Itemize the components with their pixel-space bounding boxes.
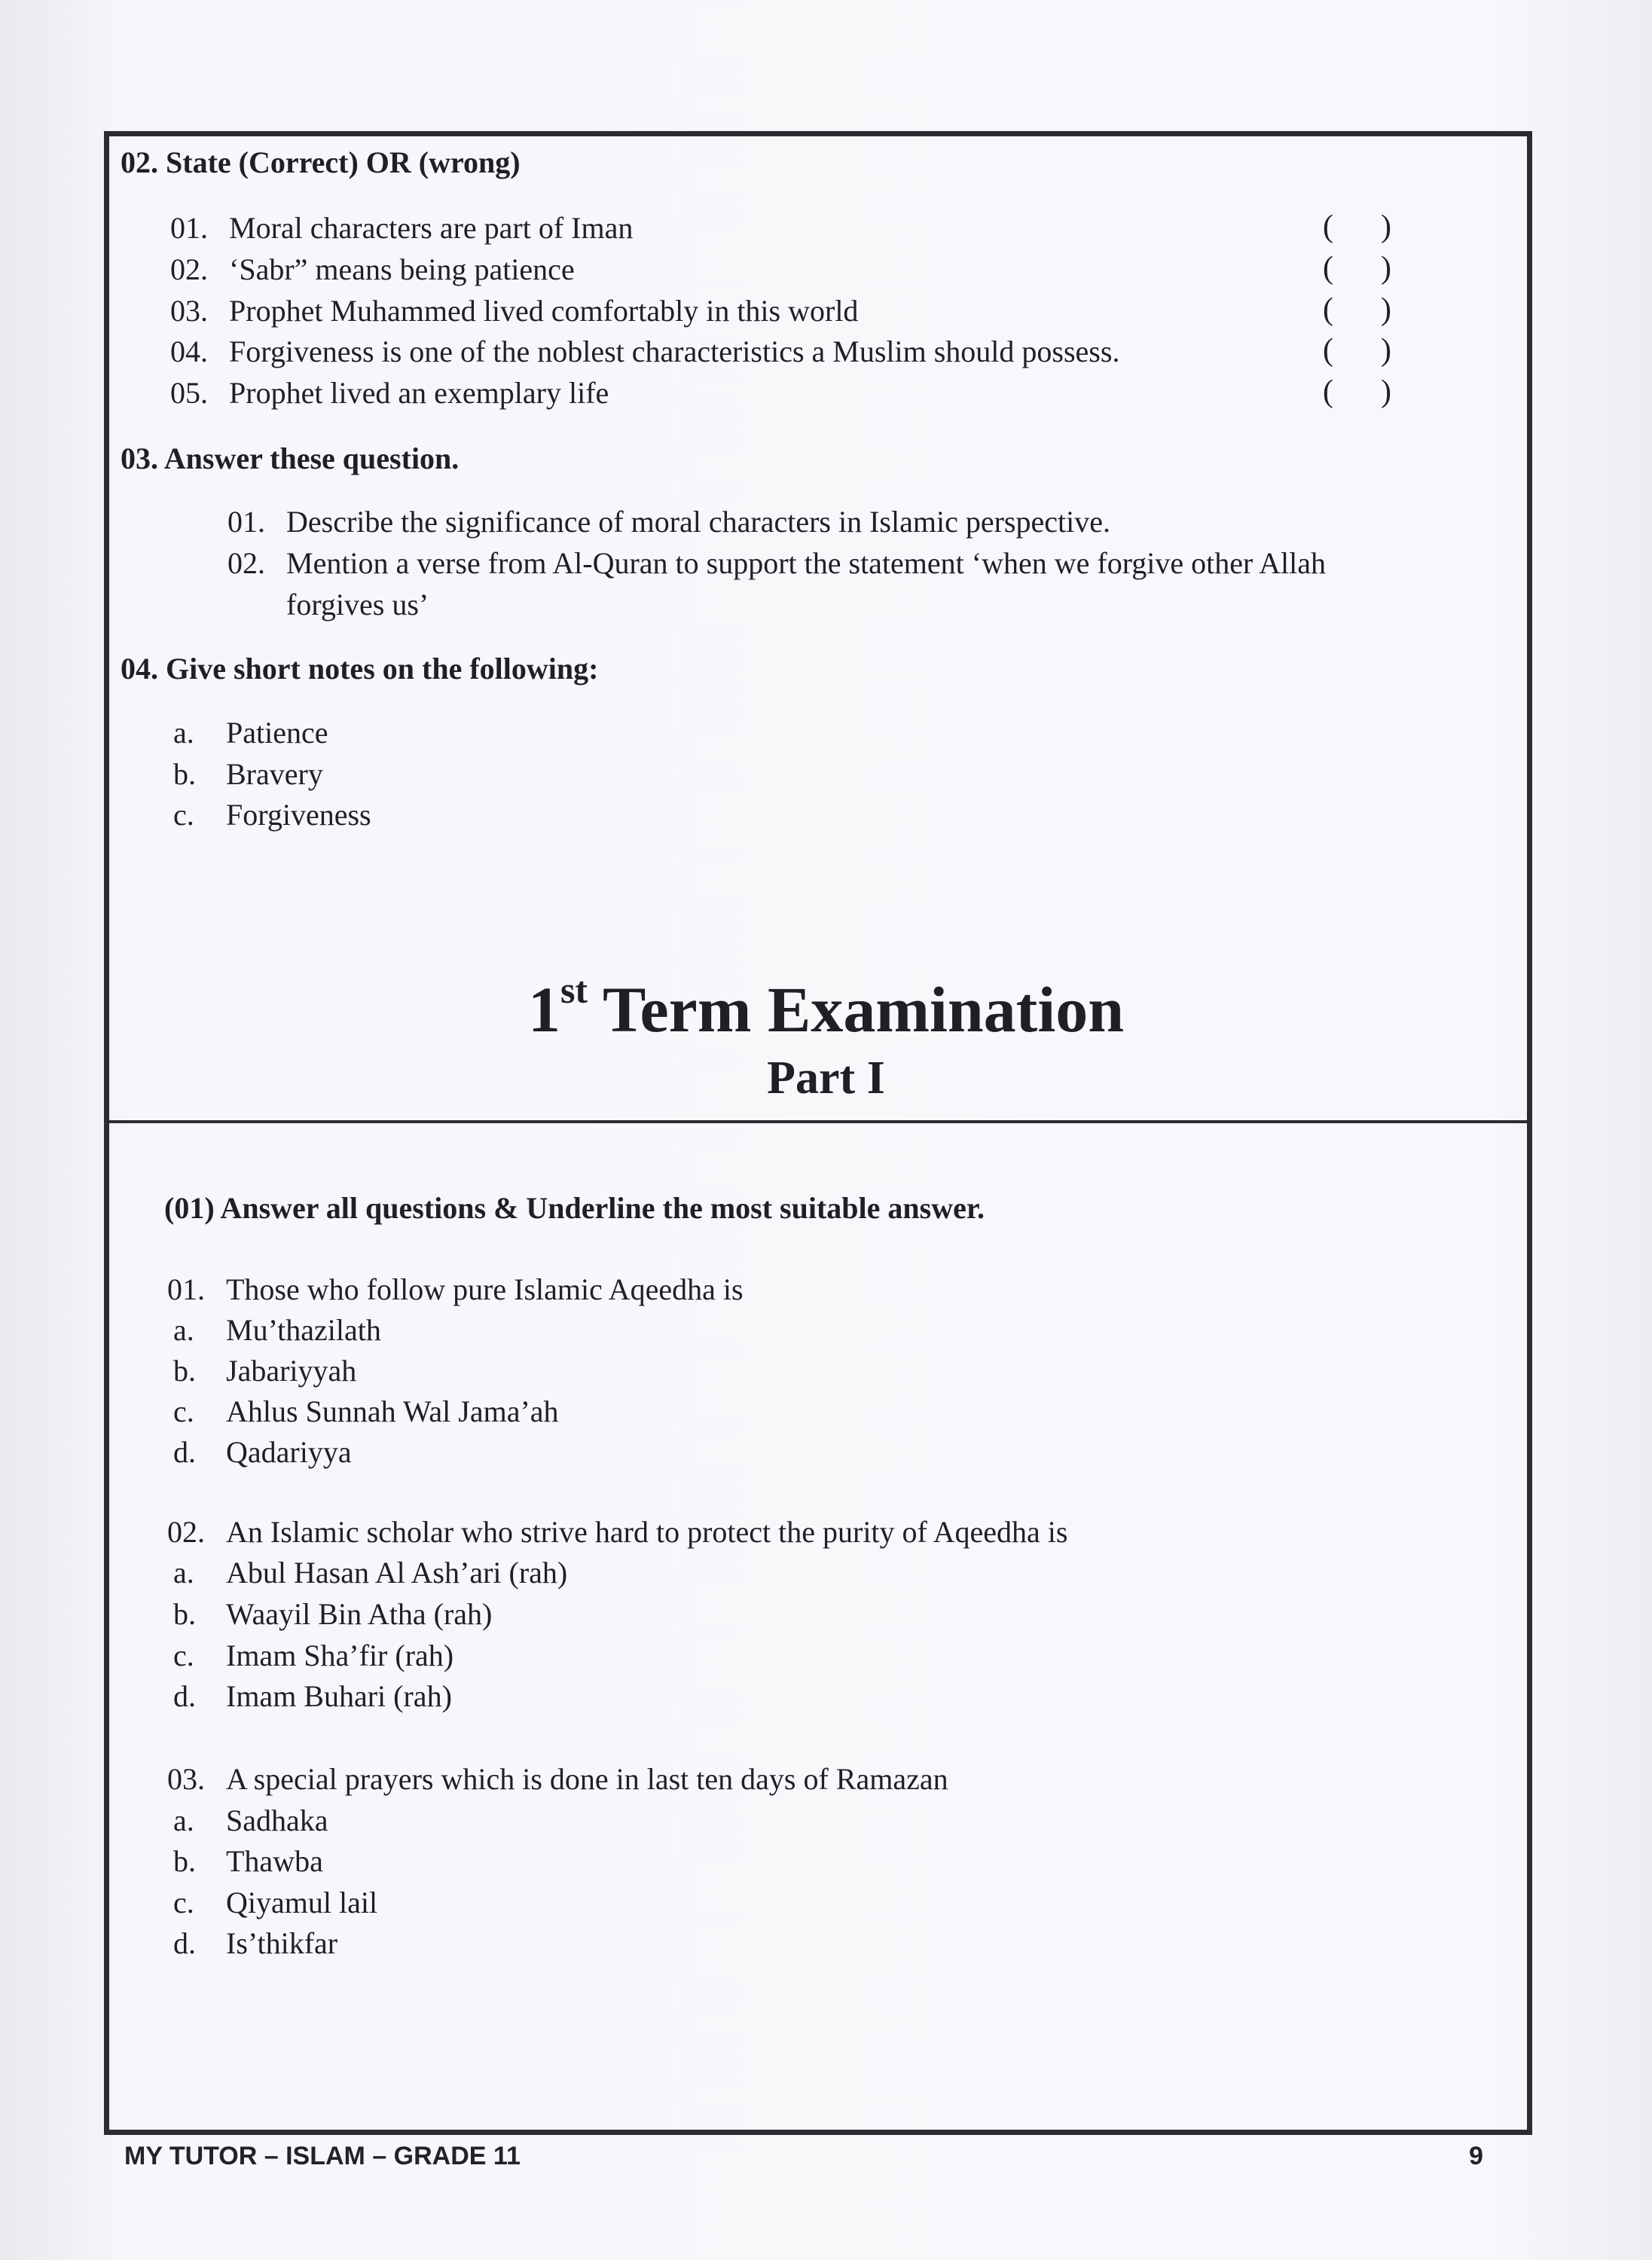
item-text: Prophet lived an exemplary life <box>229 376 609 410</box>
item-number: 02. <box>170 252 208 286</box>
statement-item <box>170 334 1119 369</box>
question-text: An Islamic scholar who strive hard to protect the purity of Aqeedha is <box>226 1515 1068 1549</box>
footer-book-title: MY TUTOR – ISLAM – GRADE 11 <box>124 2142 521 2170</box>
item-number: 05. <box>170 376 208 410</box>
option-text: Mu’thazilath <box>226 1313 381 1347</box>
statement-item <box>170 252 575 287</box>
option-letter: a. <box>173 1556 194 1590</box>
option-letter: c. <box>173 1394 194 1428</box>
section-divider <box>104 1120 1532 1123</box>
question-text: A special prayers which is done in last ten days of Ramazan <box>226 1762 948 1796</box>
statement-item <box>170 210 633 246</box>
item-text: Patience <box>226 716 328 750</box>
item-text: Bravery <box>226 757 323 791</box>
answer-blank[interactable]: ( ) <box>1323 292 1391 327</box>
item-letter: b. <box>173 757 196 791</box>
option-text: Is’thikfar <box>226 1926 338 1960</box>
question-text: Those who follow pure Islamic Aqeedha is <box>226 1272 744 1306</box>
option-letter: b. <box>173 1354 196 1388</box>
item-text: Describe the significance of moral characters in Islamic perspective. <box>286 505 1110 539</box>
mcq-option[interactable] <box>173 1885 377 1920</box>
mcq-option[interactable] <box>173 1843 323 1879</box>
mcq-option[interactable] <box>173 1926 337 1961</box>
exam-title <box>0 969 1652 1047</box>
item-text: Moral characters are part of Iman <box>229 211 634 245</box>
question-number: 03. <box>167 1762 205 1796</box>
answer-blank[interactable]: ( ) <box>1323 333 1391 368</box>
note-item <box>173 756 323 792</box>
item-text: Forgiveness is one of the noblest characteristics a Muslim should possess. <box>229 334 1120 368</box>
item-text: ‘Sabr” means being patience <box>229 252 575 286</box>
option-text: Imam Buhari (rah) <box>226 1679 452 1713</box>
option-text: Imam Sha’fir (rah) <box>226 1638 454 1672</box>
title-text: Term Examination <box>588 973 1125 1046</box>
item-number: 04. <box>170 334 208 368</box>
note-item <box>173 715 328 750</box>
option-letter: d. <box>173 1926 196 1960</box>
item-number: 02. <box>227 546 265 580</box>
item-number: 01. <box>227 505 265 539</box>
section-04-heading: 04. Give short notes on the following: <box>121 652 599 686</box>
question-item-continued: forgives us’ <box>286 588 429 622</box>
question-item <box>227 545 1326 581</box>
answer-blank[interactable]: ( ) <box>1323 374 1391 409</box>
option-letter: c. <box>173 1638 194 1672</box>
mcq-instruction: (01) Answer all questions & Underline the most suitable answer. <box>164 1191 985 1225</box>
mcq-option[interactable] <box>173 1803 328 1838</box>
option-text: Jabariyyah <box>226 1354 357 1388</box>
mcq-option[interactable] <box>173 1434 352 1470</box>
option-text: Ahlus Sunnah Wal Jama’ah <box>226 1394 559 1428</box>
mcq-question <box>167 1272 744 1307</box>
item-text: Prophet Muhammed lived comfortably in this world <box>229 294 859 328</box>
title-number: 1 <box>527 973 560 1046</box>
answer-blank[interactable]: ( ) <box>1323 209 1391 244</box>
option-letter: d. <box>173 1679 196 1713</box>
item-text: Forgiveness <box>226 798 371 832</box>
section-03-heading: 03. Answer these question. <box>121 441 460 475</box>
page-number: 9 <box>1469 2142 1483 2170</box>
mcq-option[interactable] <box>173 1638 453 1673</box>
statement-item <box>170 293 858 328</box>
question-item <box>227 504 1110 539</box>
question-number: 02. <box>167 1515 205 1549</box>
mcq-option[interactable] <box>173 1394 559 1429</box>
mcq-option[interactable] <box>173 1678 452 1714</box>
option-letter: b. <box>173 1844 196 1878</box>
option-text: Sadhaka <box>226 1803 328 1837</box>
mcq-option[interactable] <box>173 1312 381 1348</box>
title-ordinal: st <box>560 969 588 1012</box>
option-letter: d. <box>173 1435 196 1469</box>
option-text: Thawba <box>226 1844 323 1878</box>
item-number: 01. <box>170 211 208 245</box>
item-letter: a. <box>173 716 194 750</box>
mcq-question <box>167 1514 1067 1550</box>
section-02-heading: 02. State (Correct) OR (wrong) <box>121 145 521 179</box>
item-letter: c. <box>173 798 194 832</box>
statement-item <box>170 375 609 411</box>
mcq-option[interactable] <box>173 1555 567 1590</box>
option-text: Qadariyya <box>226 1435 352 1469</box>
option-text: Qiyamul lail <box>226 1886 378 1919</box>
note-item <box>173 797 371 832</box>
answer-blank[interactable]: ( ) <box>1323 251 1391 286</box>
mcq-question <box>167 1761 948 1797</box>
exam-part: Part I <box>767 1052 885 1104</box>
mcq-option[interactable] <box>173 1596 492 1632</box>
option-letter: a. <box>173 1313 194 1347</box>
option-letter: b. <box>173 1597 196 1631</box>
question-number: 01. <box>167 1272 205 1306</box>
mcq-option[interactable] <box>173 1353 356 1388</box>
option-text: Waayil Bin Atha (rah) <box>226 1597 493 1631</box>
option-letter: a. <box>173 1803 194 1837</box>
item-number: 03. <box>170 294 208 328</box>
option-letter: c. <box>173 1886 194 1919</box>
option-text: Abul Hasan Al Ash’ari (rah) <box>226 1556 568 1590</box>
item-text: Mention a verse from Al-Quran to support the statement ‘when we forgive other Allah <box>286 546 1327 580</box>
